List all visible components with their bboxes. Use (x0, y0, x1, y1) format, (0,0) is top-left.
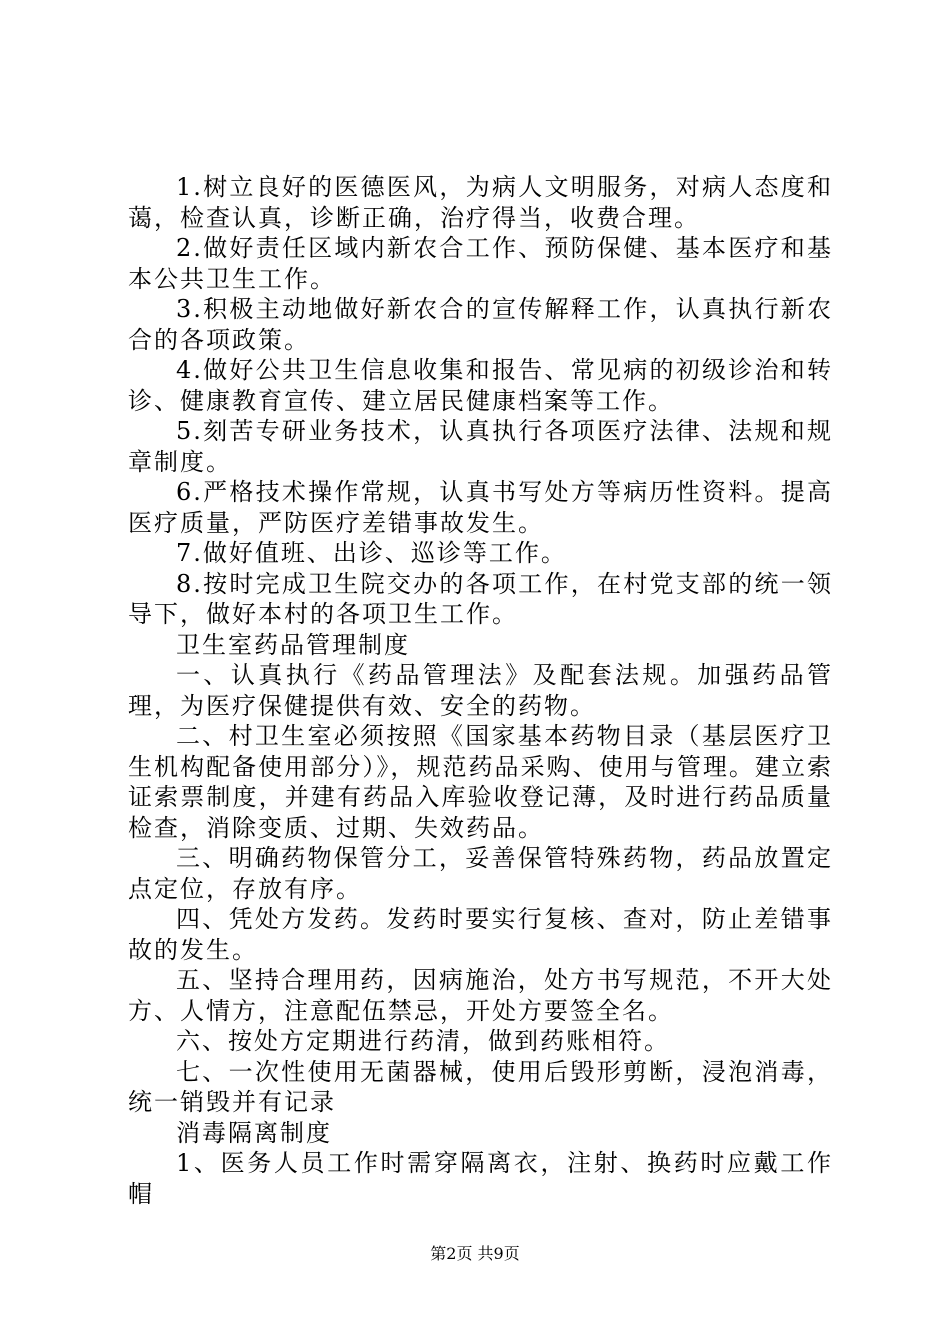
paragraph: 5.刻苦专研业务技术，认真执行各项医疗法律、法规和规章制度。 (128, 417, 833, 476)
section-heading: 卫生室药品管理制度 (176, 630, 410, 659)
paragraph: 四、凭处方发药。发药时要实行复核、查对，防止差错事故的发生。 (128, 905, 833, 964)
paragraph: 五、坚持合理用药，因病施治，处方书写规范，不开大处方、人情方，注意配伍禁忌，开处方要签全名。 (128, 966, 833, 1025)
paragraph: 3.积极主动地做好新农合的宣传解释工作，认真执行新农合的各项政策。 (128, 295, 833, 354)
document-body (128, 172, 833, 1209)
paragraph: 二、村卫生室必须按照《国家基本药物目录（基层医疗卫生机构配备使用部分）》，规范药品采购、使用与管理。建立索证索票制度，并建有药品入库验收登记薄，及时进行药品质量检查，消除变质、过期、失效药品。 (128, 722, 833, 842)
page-footer: 第2页 共9页 (430, 1244, 520, 1263)
paragraph: 三、明确药物保管分工，妥善保管特殊药物，药品放置定点定位，存放有序。 (128, 844, 833, 903)
paragraph: 1.树立良好的医德医风，为病人文明服务，对病人态度和蔼，检查认真，诊断正确，治疗得当，收费合理。 (128, 173, 833, 232)
paragraph: 8.按时完成卫生院交办的各项工作，在村党支部的统一领导下，做好本村的各项卫生工作。 (128, 569, 833, 628)
paragraph: 2.做好责任区域内新农合工作、预防保健、基本医疗和基本公共卫生工作。 (128, 234, 833, 293)
paragraph: 七、一次性使用无菌器械，使用后毁形剪断，浸泡消毒，统一销毁并有记录 (128, 1057, 833, 1116)
paragraph: 六、按处方定期进行药清，做到药账相符。 (176, 1027, 670, 1055)
section-heading: 消毒隔离制度 (176, 1118, 332, 1147)
paragraph: 6.严格技术操作常规，认真书写处方等病历性资料。提高医疗质量，严防医疗差错事故发生。 (128, 478, 833, 537)
paragraph: 一、认真执行《药品管理法》及配套法规。加强药品管理，为医疗保健提供有效、安全的药物。 (128, 661, 833, 720)
paragraph: 4.做好公共卫生信息收集和报告、常见病的初级诊治和转诊、健康教育宣传、建立居民健康档案等工作。 (128, 356, 833, 415)
paragraph: 1、医务人员工作时需穿隔离衣，注射、换药时应戴工作帽 (128, 1149, 833, 1208)
paragraph: 7.做好值班、出诊、巡诊等工作。 (176, 539, 567, 567)
